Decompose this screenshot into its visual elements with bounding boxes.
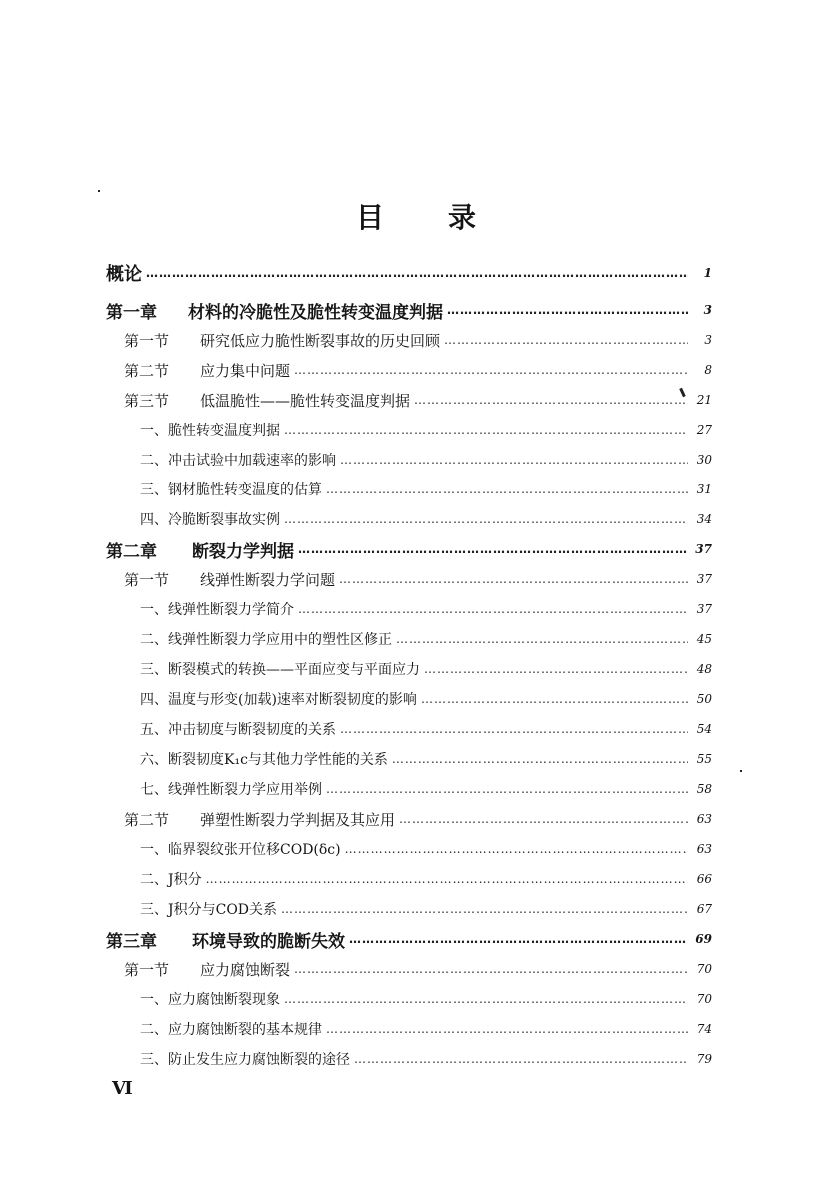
toc-entry-item[interactable] <box>140 744 712 774</box>
page-title <box>0 196 832 240</box>
toc-entry-page: 74 <box>696 1022 712 1036</box>
toc-entry-title: 线弹性断裂力学简介 <box>168 602 294 618</box>
toc-entry-title: 防止发生应力腐蚀断裂的途径 <box>168 1052 350 1068</box>
dot-leader <box>396 632 688 646</box>
toc-entry-page: 67 <box>696 902 712 916</box>
toc-entry-title: 临界裂纹张开位移COD(δc) <box>168 842 341 858</box>
toc-entry-number: 四、 <box>140 692 168 708</box>
toc-entry-page: 8 <box>704 363 712 377</box>
toc-entry-number: 第一节 <box>124 960 170 979</box>
toc-entry-item[interactable] <box>140 984 712 1014</box>
toc-entry-title: 断裂力学判据 <box>192 541 294 562</box>
toc-entry-number: 二、 <box>140 1022 168 1038</box>
toc-entry-page: 27 <box>696 423 712 437</box>
dot-leader <box>298 542 688 556</box>
toc-entry-page: 37 <box>696 602 712 616</box>
toc-entry-section-3-1[interactable] <box>124 954 712 984</box>
toc-entry-title: 冲击试验中加载速率的影响 <box>168 453 336 469</box>
dot-leader <box>424 662 688 676</box>
toc-entry-title: J积分与COD关系 <box>168 902 278 918</box>
toc-entry-number: 第二章 <box>106 541 157 562</box>
toc-entry-number: 三、 <box>140 662 168 678</box>
toc-entry-title: 断裂韧度K₁c与其他力学性能的关系 <box>168 752 388 768</box>
scan-speck <box>98 190 100 192</box>
dot-leader <box>399 812 688 826</box>
dot-leader <box>284 423 688 437</box>
toc-entry-number: 一、 <box>140 602 168 618</box>
title-char-mu: 目 <box>355 201 384 234</box>
toc-entry-title: 线弹性断裂力学应用举例 <box>168 782 322 798</box>
dot-leader <box>345 842 688 856</box>
toc-entry-item[interactable] <box>140 774 712 804</box>
toc-entry-chapter-3[interactable] <box>106 924 712 954</box>
toc-entry-page: 31 <box>696 482 712 496</box>
toc-entry-number: 第二节 <box>124 810 170 829</box>
dot-leader <box>298 602 688 616</box>
dot-leader <box>414 393 688 407</box>
page-folio: Ⅵ <box>112 1078 133 1099</box>
dot-leader <box>349 932 688 946</box>
toc-entry-page: 69 <box>695 932 712 946</box>
toc-entry-number: 第二节 <box>124 361 170 380</box>
dot-leader <box>326 782 688 796</box>
toc-entry-item[interactable] <box>140 445 712 475</box>
toc-entry-page: 55 <box>696 752 712 766</box>
dot-leader <box>284 512 688 526</box>
toc-entry-title: 低温脆性——脆性转变温度判据 <box>200 391 411 410</box>
toc-entry-page: 1 <box>703 266 712 280</box>
toc-entry-page: 3 <box>704 333 712 347</box>
toc-entry-number: 三、 <box>140 902 168 918</box>
toc-entry-item[interactable] <box>140 654 712 684</box>
toc-entry-number: 二、 <box>140 872 168 888</box>
toc-entry-title: 材料的冷脆性及脆性转变温度判据 <box>188 302 443 323</box>
toc-entry-number: 一、 <box>140 992 168 1008</box>
toc-entry-title: 应力腐蚀断裂的基本规律 <box>168 1022 322 1038</box>
title-char-lu: 录 <box>448 201 477 234</box>
dot-leader <box>294 962 688 976</box>
dot-leader <box>339 572 688 586</box>
toc-entry-item[interactable] <box>140 415 712 445</box>
toc-entry-number: 第三节 <box>124 391 170 410</box>
toc-entry-item[interactable] <box>140 1044 712 1074</box>
toc-entry-overview[interactable] <box>106 258 712 288</box>
toc-entry-page: 66 <box>696 872 712 886</box>
toc-entry-number: 第三章 <box>106 931 157 952</box>
toc-entry-number: 第一章 <box>106 302 157 323</box>
dot-leader <box>326 482 688 496</box>
dot-leader <box>392 752 688 766</box>
toc-entry-title: 冲击韧度与断裂韧度的关系 <box>168 722 336 738</box>
toc-entry-title: 冷脆断裂事故实例 <box>168 512 280 528</box>
toc-entry-page: 54 <box>696 722 712 736</box>
toc-entry-item[interactable] <box>140 1014 712 1044</box>
toc-entry-page: 70 <box>696 962 712 976</box>
toc-entry-title: 应力腐蚀断裂现象 <box>168 992 280 1008</box>
toc-entry-section-2-2[interactable] <box>124 804 712 834</box>
dot-leader <box>146 266 688 280</box>
dot-leader <box>340 722 688 736</box>
toc-entry-number: 三、 <box>140 1052 168 1068</box>
toc-entry-page: 63 <box>696 842 712 856</box>
toc-entry-chapter-2[interactable] <box>106 534 712 564</box>
toc-entry-page: 21 <box>696 393 712 407</box>
toc-entry-number: 一、 <box>140 842 168 858</box>
toc-entry-number: 第一节 <box>124 570 170 589</box>
dot-leader <box>206 872 688 886</box>
toc-entry-title: 温度与形变(加载)速率对断裂韧度的影响 <box>168 692 417 708</box>
toc-entry-item[interactable] <box>140 594 712 624</box>
toc-entry-title: J积分 <box>168 872 202 888</box>
dot-leader <box>447 303 688 317</box>
toc-entry-number: 第一节 <box>124 331 170 350</box>
toc-entry-item[interactable] <box>140 684 712 714</box>
toc-entry-number: 四、 <box>140 512 168 528</box>
toc-entry-title: 应力集中问题 <box>200 361 291 380</box>
toc-entry-page: 30 <box>696 453 712 467</box>
toc-entry-section-2-1[interactable] <box>124 564 712 594</box>
toc-entry-title: 应力腐蚀断裂 <box>200 960 291 979</box>
toc-entry-item[interactable] <box>140 894 712 924</box>
toc-entry-page: 79 <box>696 1052 712 1066</box>
toc-entry-number: 三、 <box>140 482 168 498</box>
toc-entry-number: 六、 <box>140 752 168 768</box>
toc-entry-page: 50 <box>696 692 712 706</box>
toc-entry-number: 五、 <box>140 722 168 738</box>
toc-entry-page: 70 <box>696 992 712 1006</box>
toc-entry-page: 63 <box>696 812 712 826</box>
dot-leader <box>326 1022 688 1036</box>
toc-entry-page: 58 <box>696 782 712 796</box>
toc-entry-number: 二、 <box>140 632 168 648</box>
dot-leader <box>284 992 688 1006</box>
toc-entry-item[interactable] <box>140 864 712 894</box>
toc-entry-chapter-1[interactable] <box>106 295 712 325</box>
toc-entry-page: 34 <box>696 512 712 526</box>
dot-leader <box>354 1052 688 1066</box>
toc-entry-title: 断裂模式的转换——平面应变与平面应力 <box>168 662 420 678</box>
toc-entry-label <box>106 298 443 323</box>
toc-entry-item[interactable] <box>140 624 712 654</box>
dot-leader <box>281 902 688 916</box>
toc-entry-item[interactable] <box>140 714 712 744</box>
toc-entry-title: 线弹性断裂力学应用中的塑性区修正 <box>168 632 392 648</box>
toc-entry-section-1-1[interactable] <box>124 325 712 355</box>
dot-leader <box>294 363 688 377</box>
toc-entry-title: 环境导致的脆断失效 <box>192 931 345 952</box>
dot-leader <box>340 453 688 467</box>
scan-speck <box>740 770 742 772</box>
toc-entry-title: 脆性转变温度判据 <box>168 423 280 439</box>
toc-entry-item[interactable] <box>140 474 712 504</box>
toc-entry-title: 研究低应力脆性断裂事故的历史回顾 <box>200 331 441 350</box>
dot-leader <box>444 333 688 347</box>
toc-entry-title: 钢材脆性转变温度的估算 <box>168 482 322 498</box>
toc-entry-section-1-3[interactable] <box>124 385 712 415</box>
toc-entry-number: 七、 <box>140 782 168 798</box>
toc-entry-page: 45 <box>696 632 712 646</box>
toc-entry-page: 37 <box>695 542 712 556</box>
toc-entry-section-1-2[interactable] <box>124 355 712 385</box>
toc-entry-label: 概论 <box>106 264 142 285</box>
toc-entry-page: 37 <box>696 572 712 586</box>
toc-entry-item[interactable] <box>140 834 712 864</box>
toc-entry-page: 48 <box>696 662 712 676</box>
toc-entry-number: 二、 <box>140 453 168 469</box>
dot-leader <box>421 692 688 706</box>
toc-entry-number: 一、 <box>140 423 168 439</box>
toc-entry-title: 线弹性断裂力学问题 <box>200 570 336 589</box>
toc-entry-item[interactable] <box>140 504 712 534</box>
toc-entry-title: 弹塑性断裂力学判据及其应用 <box>200 810 396 829</box>
toc-entry-page: 3 <box>703 303 712 317</box>
